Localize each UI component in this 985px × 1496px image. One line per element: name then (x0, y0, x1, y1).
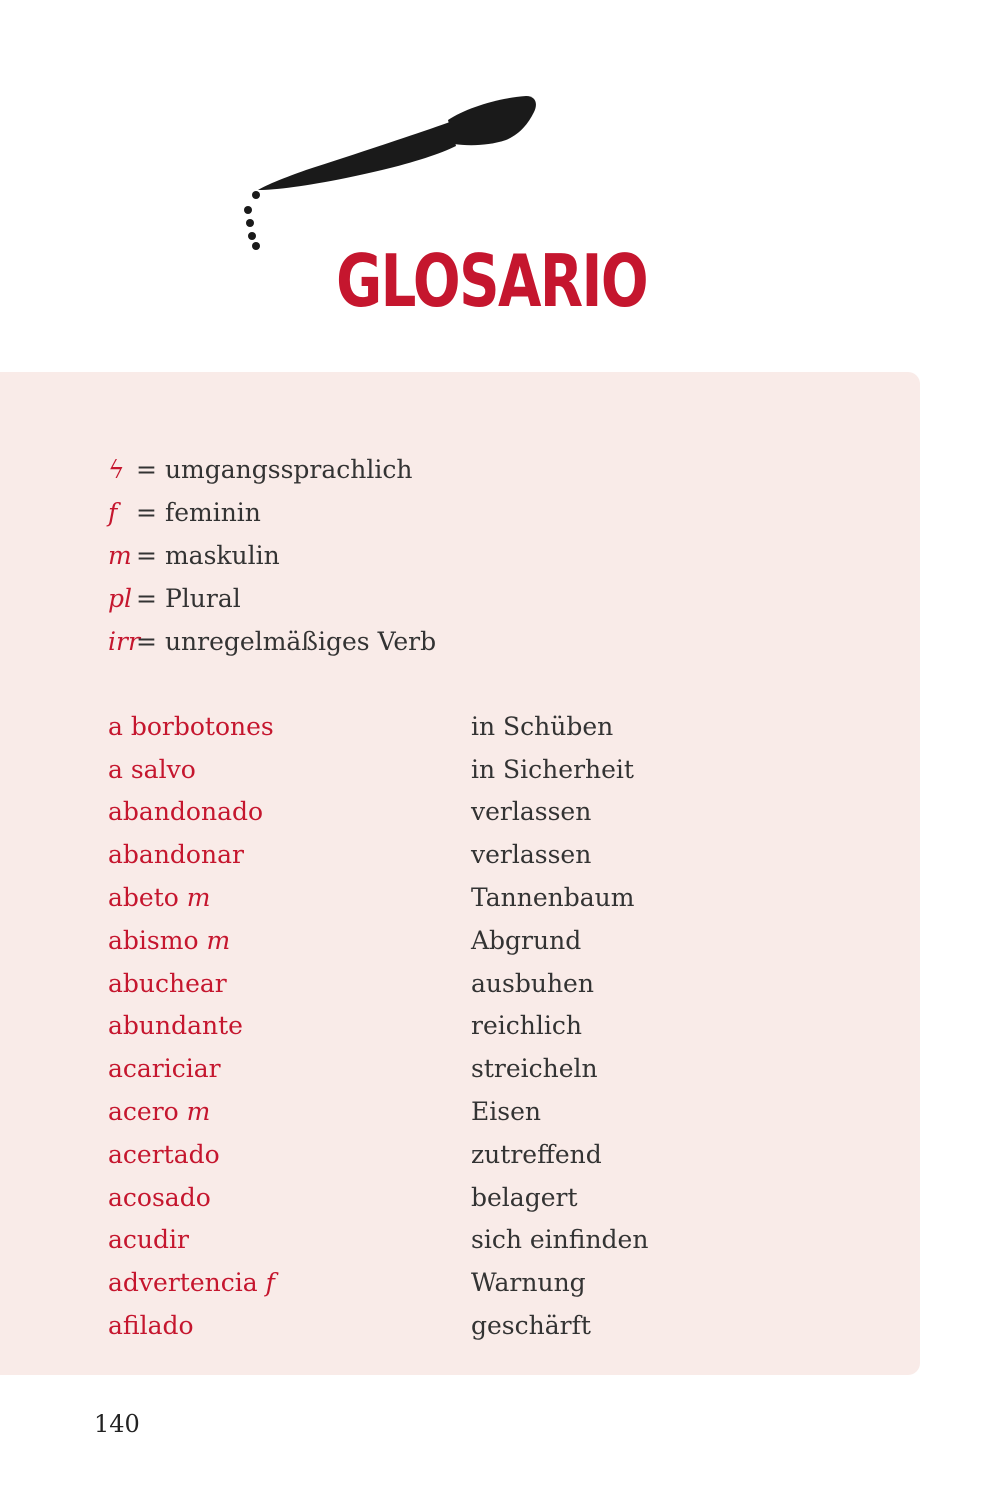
legend-meaning: umgangssprachlich (164, 455, 413, 484)
glossary-entry (108, 1304, 808, 1347)
entry-term: acertado (108, 1139, 220, 1169)
legend-item-masculine: m = maskulin (108, 541, 280, 570)
page-number: 140 (94, 1410, 140, 1438)
legend-meaning: Plural (164, 584, 241, 613)
entry-gender: f (265, 1268, 275, 1298)
glossary-entry (108, 1090, 808, 1133)
glossary-entry (108, 1261, 808, 1304)
glossary-entry (108, 1047, 808, 1090)
entry-translation: ausbuhen (471, 968, 594, 998)
legend-abbr: m (108, 541, 132, 570)
entry-translation: verlassen (471, 840, 592, 870)
entry-term: abandonar (108, 840, 244, 870)
glossary-entry (108, 833, 808, 876)
glossary-entry (108, 1005, 808, 1048)
entry-term: abeto m (108, 883, 211, 913)
legend-meaning: maskulin (164, 541, 280, 570)
glossary-entry (108, 791, 808, 834)
legend-meaning: unregelmäßiges Verb (164, 627, 437, 656)
entry-translation: sich einfinden (471, 1225, 649, 1255)
knife-icon (236, 90, 546, 260)
glossary-list (108, 705, 808, 1347)
glossary-entry (108, 705, 808, 748)
glossary-entry (108, 748, 808, 791)
entry-term: abandonado (108, 797, 264, 827)
legend-item-irregular: irr = unregelmäßiges Verb (108, 627, 437, 656)
entry-term: abismo m (108, 925, 231, 955)
legend-item-plural: pl = Plural (108, 584, 241, 613)
legend-meaning: feminin (164, 498, 261, 527)
entry-translation: Tannenbaum (471, 883, 635, 913)
entry-gender: m (186, 883, 211, 913)
entry-term: acariciar (108, 1054, 221, 1084)
entry-translation: streicheln (471, 1054, 598, 1084)
entry-translation: geschärft (471, 1311, 591, 1341)
glossary-entry (108, 1133, 808, 1176)
entry-term: a salvo (108, 754, 196, 784)
abbreviation-legend (108, 448, 608, 663)
entry-translation: Eisen (471, 1097, 541, 1127)
legend-abbr: ϟ (108, 455, 125, 484)
entry-translation: Warnung (471, 1268, 586, 1298)
legend-item-colloquial: ϟ = umgangssprachlich (108, 455, 413, 484)
entry-term: abundante (108, 1011, 243, 1041)
entry-term: acero m (108, 1097, 211, 1127)
entry-term: a borbotones (108, 711, 274, 741)
entry-translation: reichlich (471, 1011, 582, 1041)
legend-abbr: f (108, 498, 118, 527)
entry-translation: in Sicherheit (471, 754, 634, 784)
entry-translation: in Schüben (471, 711, 614, 741)
glossary-entry (108, 962, 808, 1005)
glossary-entry (108, 1219, 808, 1262)
page-title: GLOSARIO (336, 239, 648, 323)
entry-term: acudir (108, 1225, 189, 1255)
entry-term: abuchear (108, 968, 227, 998)
entry-term: afilado (108, 1311, 194, 1341)
legend-abbr: irr (108, 627, 140, 656)
legend-abbr: pl (108, 584, 132, 613)
glossary-entry (108, 919, 808, 962)
glossary-entry (108, 876, 808, 919)
entry-translation: belagert (471, 1182, 578, 1212)
entry-translation: zutreffend (471, 1139, 602, 1169)
entry-term: acosado (108, 1182, 211, 1212)
entry-gender: m (206, 925, 231, 955)
entry-translation: verlassen (471, 797, 592, 827)
legend-item-feminine: f = feminin (108, 498, 261, 527)
glossary-entry (108, 1176, 808, 1219)
entry-term: advertencia f (108, 1268, 275, 1298)
entry-gender: m (186, 1097, 211, 1127)
entry-translation: Abgrund (471, 925, 582, 955)
